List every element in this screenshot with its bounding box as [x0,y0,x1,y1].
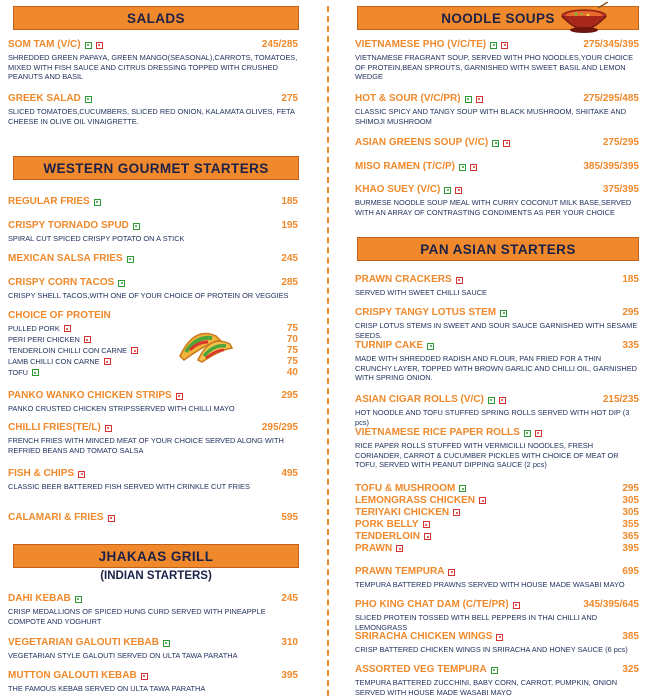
item-description: BURMESE NOODLE SOUP MEAL WITH CURRY COCONUT MILK BASE,SERVED WITH AN ARRAY OF CONTRASTING CONDIMENTS AS PER YOUR CHOICE [355,198,632,217]
protein-choice-heading: CHOICE OF PROTEIN [8,310,111,321]
tossed-option: TENDERLOIN 365 [355,531,639,542]
item-description: CLASSIC SPICY AND TANGY SOUP WITH BLACK MUSHROOM, SHIITAKE AND SHIMOJI MUSHROOM [355,107,627,126]
item-description: SLICED PROTEIN TOSSED WITH BELL PEPPERS IN THAI CHILLI AND LEMONGRASS [355,613,598,632]
menu-item: CHILLI FRIES(TE/L) 295/295 FRENCH FRIES WITH MINCED MEAT OF YOUR CHOICE SERVED ALONG WITH REFRIED BEANS AND TOMATO SALSA [8,422,298,455]
protein-option: PULLED PORK 75 [8,323,298,334]
veg-mark-icon [444,187,451,194]
tossed-option: TOFU & MUSHROOM 295 [355,483,639,494]
menu-item: MISO RAMEN (T/C/P) 385/395/395 [355,161,639,172]
item-description: VEGETARIAN STYLE GALOUTI SERVED ON ULTA TAWA PARATHA [8,651,238,660]
menu-item: MUTTON GALOUTI KEBAB 395 THE FAMOUS KEBAB SERVED ON ULTA TAWA PARATHA [8,670,298,693]
nonveg-mark-icon [455,187,462,194]
section-title: PAN ASIAN STARTERS [420,241,576,257]
veg-mark-icon [85,42,92,49]
item-description: MADE WITH SHREDDED RADISH AND FLOUR, PAN FRIED FOR A THIN CRUNCHY LAYER, TOPPED WITH BROWN GARLIC AND CHILLI OIL, GARNISHED WITH SPRING ONION. [355,354,637,383]
nonveg-mark-icon [456,277,463,284]
item-description: CRISPY SHELL TACOS,WITH ONE OF YOUR CHOICE OF PROTEIN OR VEGGIES [8,291,289,300]
menu-item: VIETNAMESE RICE PAPER ROLLS RICE PAPER ROLLS STUFFED WITH VERMICILLI NOODLES, FRESH CORIANDER, CARROT & CUCUMBER PICKLES WITH CHOICE OF MEAT OR TOFU, SERVED WITH PEANUT DIPPING SAUCE (2 pcs) [355,427,639,470]
nonveg-mark-icon [104,358,111,365]
column-divider [327,6,329,696]
veg-mark-icon [459,164,466,171]
nonveg-mark-icon [476,96,483,103]
menu-item: KHAO SUEY (V/C) 375/395 BURMESE NOODLE SOUP MEAL WITH CURRY COCONUT MILK BASE,SERVED WITH AN ARRAY OF CONTRASTING CONDIMENTS AS PER YOUR CHOICE [355,184,639,217]
nonveg-mark-icon [503,140,510,147]
menu-item: TURNIP CAKE 335 MADE WITH SHREDDED RADISH AND FLOUR, PAN FRIED FOR A THIN CRUNCHY LAYER, TOPPED WITH BROWN GARLIC AND CHILLI OIL, GARNISHED WITH SPRING ONION. [355,340,639,383]
veg-mark-icon [500,310,507,317]
item-description: CRISP MEDALLIONS OF SPICED HUNG CURD SERVED WITH PINEAPPLE COMPOTE AND YOGHURT [8,607,266,626]
nonveg-mark-icon [131,347,138,354]
nonveg-mark-icon [501,42,508,49]
nonveg-mark-icon [396,545,403,552]
veg-mark-icon [94,199,101,206]
nonveg-mark-icon [424,533,431,540]
taco-icon [176,322,236,364]
section-subtitle: (INDIAN STARTERS) [100,570,212,582]
veg-mark-icon [133,223,140,230]
menu-item: SRIRACHA CHICKEN WINGS 385 CRISP BATTERED CHICKEN WINGS IN SRIRACHA AND HONEY SAUCE (6 pcs) [355,631,639,654]
section-title: WESTERN GOURMET STARTERS [43,160,269,176]
item-description: THE FAMOUS KEBAB SERVED ON ULTA TAWA PARATHA [8,684,206,693]
item-description: CRISP BATTERED CHICKEN WINGS IN SRIRACHA AND HONEY SAUCE (6 pcs) [355,645,628,654]
nonveg-mark-icon [535,430,542,437]
nonveg-mark-icon [448,569,455,576]
section-grill [13,544,299,568]
item-description: RICE PAPER ROLLS STUFFED WITH VERMICILLI NOODLES, FRESH CORIANDER, CARROT & CUCUMBER PICKLES WITH CHOICE OF MEAT OR TOFU, SERVED WITH PEANUT DIPPING SAUCE (2 pcs) [355,441,619,470]
item-description: SLICED TOMATOES,CUCUMBERS, SLICED RED ONION, KALAMATA OLIVES, FETA CHEESE IN OLIVE OIL VINAIGRETTE. [8,107,295,126]
soup-bowl-icon [558,2,610,36]
protein-option: TOFU 40 [8,367,298,378]
section-title: JHAKAAS GRILL [98,548,214,564]
nonveg-mark-icon [96,42,103,49]
protein-option: PERI PERI CHICKEN 70 [8,334,298,345]
menu-item: PANKO WANKO CHICKEN STRIPS 295 PANKO CRUSTED CHICKEN STRIPSSERVED WITH CHILLI MAYO [8,390,298,413]
menu-item: CRISPY TORNADO SPUD 195 SPIRAL CUT SPICED CRISPY POTATO ON A STICK [8,220,298,243]
item-description: FRENCH FRIES WITH MINCED MEAT OF YOUR CHOICE SERVED ALONG WITH REFRIED BEANS AND TOMATO SALSA [8,436,284,455]
nonveg-mark-icon [78,471,85,478]
veg-mark-icon [524,430,531,437]
menu-item: GREEK SALAD 275 SLICED TOMATOES,CUCUMBERS, SLICED RED ONION, KALAMATA OLIVES, FETA CHEESE IN OLIVE OIL VINAIGRETTE. [8,93,298,126]
item-description: PANKO CRUSTED CHICKEN STRIPSSERVED WITH CHILLI MAYO [8,404,235,413]
veg-mark-icon [488,397,495,404]
veg-mark-icon [459,485,466,492]
menu-item: PRAWN TEMPURA 695 TEMPURA BATTERED PRAWNS SERVED WITH HOUSE MADE WASABI MAYO [355,566,639,589]
item-description: TEMPURA BATTERED ZUCCHINI, BABY CORN, CARROT, PUMPKIN, ONION SERVED WITH HOUSE MADE WASABI MAYO [355,678,618,697]
item-description: CLASSIC BEER BATTERED FISH SERVED WITH CRINKLE CUT FRIES [8,482,250,491]
nonveg-mark-icon [423,521,430,528]
veg-mark-icon [118,280,125,287]
protein-option: LAMB CHILLI CON CARNE 75 [8,356,298,367]
nonveg-mark-icon [105,425,112,432]
menu-item: ASIAN CIGAR ROLLS (V/C) 215/235 HOT NOODLE AND TOFU STUFFED SPRING ROLLS SERVED WITH HOT DIP (3 pcs) [355,394,639,427]
veg-mark-icon [490,42,497,49]
tossed-option: TERIYAKI CHICKEN 305 [355,507,639,518]
menu-item: HOT & SOUR (V/C/PR) 275/295/485 CLASSIC SPICY AND TANGY SOUP WITH BLACK MUSHROOM, SHIITAKE AND SHIMOJI MUSHROOM [355,93,639,126]
veg-mark-icon [465,96,472,103]
nonveg-mark-icon [141,673,148,680]
menu-item: CRISPY TANGY LOTUS STEM 295 CRISP LOTUS STEMS IN SWEET AND SOUR SAUCE GARNISHED WITH SESAME SEEDS. [355,307,639,340]
section-western [13,156,299,180]
menu-item: PRAWN CRACKERS 185 SERVED WITH SWEET CHILLI SAUCE [355,274,639,297]
item-description: TEMPURA BATTERED PRAWNS SERVED WITH HOUSE MADE WASABI MAYO [355,580,625,589]
menu-item: VEGETARIAN GALOUTI KEBAB 310 VEGETARIAN STYLE GALOUTI SERVED ON ULTA TAWA PARATHA [8,637,298,660]
item-description: CRISP LOTUS STEMS IN SWEET AND SOUR SAUCE GARNISHED WITH SESAME SEEDS. [355,321,638,340]
item-description: SHREDDED GREEN PAPAYA, GREEN MANGO(SEASONAL),CARROTS, TOMATOES, MIXED WITH FISH SAUCE AND CITRUS DRESSING TOPPED WITH CRUSHED PEANUTS AND BASIL [8,53,298,82]
nonveg-mark-icon [84,336,91,343]
menu-item: CALAMARI & FRIES 595 [8,512,298,523]
veg-mark-icon [127,256,134,263]
item-description: SERVED WITH SWEET CHILLI SAUCE [355,288,487,297]
veg-mark-icon [491,667,498,674]
nonveg-mark-icon [499,397,506,404]
item-description: HOT NOODLE AND TOFU STUFFED SPRING ROLLS SERVED WITH HOT DIP (3 pcs) [355,408,630,427]
protein-option: TENDERLOIN CHILLI CON CARNE 75 [8,345,298,356]
section-pan-asian [357,237,639,261]
section-title: SALADS [127,10,185,26]
nonveg-mark-icon [496,634,503,641]
menu-item: DAHI KEBAB 245 CRISP MEDALLIONS OF SPICED HUNG CURD SERVED WITH PINEAPPLE COMPOTE AND YOGHURT [8,593,298,626]
tossed-option: PRAWN 395 [355,543,639,554]
menu-item: MEXICAN SALSA FRIES 245 [8,253,298,264]
section-salads [13,6,299,30]
item-description: VIETNAMESE FRAGRANT SOUP, SERVED WITH PHO NOODLES,YOUR CHOICE OF PROTEIN,BEAN SPROUTS, GARNISHED WITH SWEET BASIL AND LEMON WEDGE [355,53,634,82]
section-title: NOODLE SOUPS [441,10,555,26]
menu-item: VIETNAMESE PHO (V/C/TE) 275/345/395 VIETNAMESE FRAGRANT SOUP, SERVED WITH PHO NOODLES,YOUR CHOICE OF PROTEIN,BEAN SPROUTS, GARNISHED WITH SWEET BASIL AND LEMON WEDGE [355,39,639,82]
veg-mark-icon [75,596,82,603]
menu-item: ASSORTED VEG TEMPURA 325 TEMPURA BATTERED ZUCCHINI, BABY CORN, CARROT, PUMPKIN, ONION SERVED WITH HOUSE MADE WASABI MAYO [355,664,639,697]
nonveg-mark-icon [479,497,486,504]
menu-item: REGULAR FRIES 185 [8,196,298,207]
item-description: SPIRAL CUT SPICED CRISPY POTATO ON A STICK [8,234,185,243]
veg-mark-icon [492,140,499,147]
menu-item: FISH & CHIPS 495 CLASSIC BEER BATTERED FISH SERVED WITH CRINKLE CUT FRIES [8,468,298,491]
nonveg-mark-icon [108,515,115,522]
menu-item: CRISPY CORN TACOS 285 CRISPY SHELL TACOS,WITH ONE OF YOUR CHOICE OF PROTEIN OR VEGGIES [8,277,298,300]
veg-mark-icon [427,343,434,350]
veg-mark-icon [85,96,92,103]
menu-item: ASIAN GREENS SOUP (V/C) 275/295 [355,137,639,148]
veg-mark-icon [32,369,39,376]
menu-item: SOM TAM (V/C) 245/285 SHREDDED GREEN PAPAYA, GREEN MANGO(SEASONAL),CARROTS, TOMATOES, MIXED WITH FISH SAUCE AND CITRUS DRESSING TOPPED WITH CRUSHED PEANUTS AND BASIL [8,39,298,82]
nonveg-mark-icon [470,164,477,171]
nonveg-mark-icon [513,602,520,609]
nonveg-mark-icon [453,509,460,516]
nonveg-mark-icon [64,325,71,332]
menu-item: PHO KING CHAT DAM (C/TE/PR) 345/395/645 SLICED PROTEIN TOSSED WITH BELL PEPPERS IN THAI CHILLI AND LEMONGRASS [355,599,639,632]
nonveg-mark-icon [176,393,183,400]
tossed-option: LEMONGRASS CHICKEN 305 [355,495,639,506]
veg-mark-icon [163,640,170,647]
tossed-option: PORK BELLY 355 [355,519,639,530]
